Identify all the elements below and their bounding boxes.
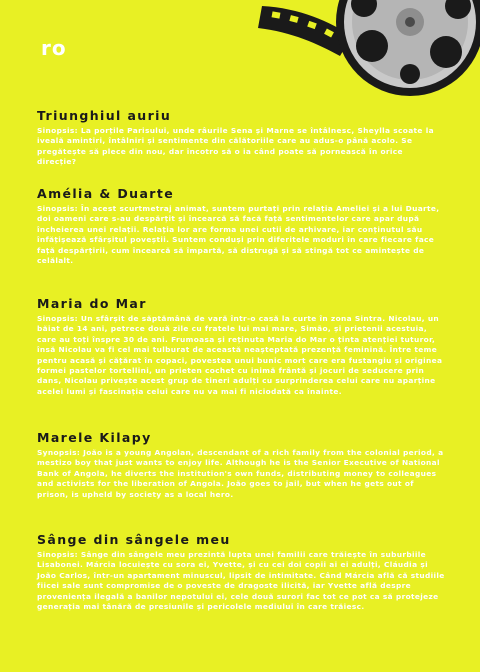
film-list <box>37 108 445 632</box>
film-title: Marele Kilapy <box>37 430 152 445</box>
film-entry <box>37 296 445 430</box>
film-synopsis: Sinopsis: La porțile Parisului, unde râurile Sena și Marne se întâlnesc, Sheylla scoate la iveală amintiri, întâlniri și sentimente din călătoriile care au adus-o până acolo. Se pregătește să plece din nou, dar încotro să o ia când poate să pornească în orice direcție? <box>37 126 434 167</box>
film-entry <box>37 186 445 296</box>
film-synopsis: Sinopsis: Un sfârșit de săptămână de vară într-o casă la curte în zona Sintra. Nicolau, un băiat de 14 ani, petrece două zile cu fratele lui mai mare, Simão, și prietenii acestuia, care au toți înspre 30 de ani. Frumoasa și reținuta Maria do Mar o ținta atenției tuturor, însă Nicolau va fi cel mai tulburat de această neașteptată prezență feminină. Între teme pentru acasă și cățărat în copaci, povestea unui bunic mort care era fustangiu și originea formei pastelor tortellini, un prieten cochet cu inimă frântă și jocuri de seducere prin dans, Nicolau privește acest grup de tineri adulți cu surprinderea celui care nu aparține acelei lumi și fascinația celui care nu va mai fi niciodată ca înainte. <box>37 314 443 396</box>
film-title: Amélia & Duarte <box>37 186 175 201</box>
language-label: ro <box>41 36 67 60</box>
reel-graphic <box>336 0 480 96</box>
film-entry <box>37 532 445 632</box>
film-title: Triunghiul auriu <box>37 108 172 123</box>
film-title: Sânge din sângele meu <box>37 532 231 547</box>
film-synopsis: Sinopsis: În acest scurtmetraj animat, suntem purtați prin relația Ameliei și a lui Duarte, doi oameni care s-au despărțit și încearcă să facă față sentimentelor care apar după încheierea unei relații. Relația lor are forma unei cutii de arhivare, iar conținutul său înfățișează sfârșitul poveștii. Suntem conduși prin diferitele moduri în care fiecare face față despărțirii, cum încearcă să împartă, să distrugă și să stingă tot ce amintește de celălalt. <box>37 204 440 266</box>
film-entry <box>37 430 445 532</box>
film-synopsis: Sinopsis: Sânge din sângele meu prezintă lupta unei familii care trăiește în suburbiile Lisabonei. Márcia locuiește cu sora ei, Yvette, și cu cei doi copii ai ei adulți, Cláudia și João Carlos, într-un apartament minuscul, lipsit de intimitate. Când Márcia află că studiile fiicei sale sunt compromise de o poveste de dragoste ilicită, iar Yvette află despre proveniența ilegală a banilor nepotului ei, cele două surori fac tot ce pot ca să protejeze generația mai tânără de presiunile și pericolele mediului în care trăiesc. <box>37 550 445 612</box>
film-title: Maria do Mar <box>37 296 147 311</box>
film-reel-icon <box>0 0 480 100</box>
film-synopsis: Synopsis: João is a young Angolan, descendant of a rich family from the colonial period, a mestizo boy that just wants to enjoy life. Although he is the Senior Executive of National Bank of Angola, he diverts the institution's own funds, distributing money to colleagues and activists for the liberation of Angola. João goes to jail, but when he gets out of prison, is upheld by society as a local hero. <box>37 448 444 499</box>
film-entry <box>37 108 445 186</box>
